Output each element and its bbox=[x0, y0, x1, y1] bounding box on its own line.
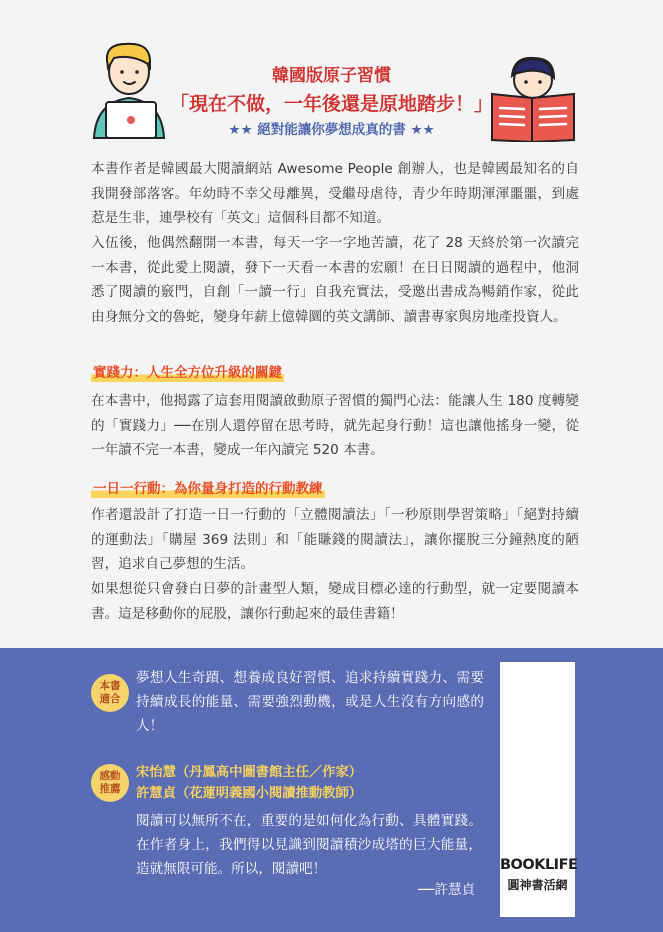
recommend-badge: 感動 推薦 bbox=[91, 764, 129, 802]
subheading-practice: 實踐力：人生全方位升級的關鍵 bbox=[93, 365, 282, 381]
paragraph-author-story: 入伍後，他偶然翻開一本書，每天一字一字地苦讀，花了 28 天終於第一次讀完一本書，從此愛上閱讀，發下一天看一本書的宏願！在日日閱讀的過程中，他洞悉了閱讀的竅門，自創「一讀一行」自我充實法，受邀出書成為暢銷作家，從此由身無分文的魯蛇，變身年薪上億韓圜的英文講師、讀書專家與房地產投資人。 bbox=[91, 235, 579, 325]
endorser-2: 許慧貞（花蓮明義國小閱讀推動教師） bbox=[136, 786, 363, 801]
paragraph-methods: 作者還設計了打造一日一行動的「立體閱讀法」「一秒原則學習策略」「絕對持續的運動法」「購屋 369 法則」和「能賺錢的閱讀法」，讓你擺脫三分鐘熱度的陋習，追求自己夢想的生活。 bbox=[91, 507, 579, 572]
subheading-daily-action: 一日一行動：為你量身打造的行動教練 bbox=[93, 481, 323, 497]
paragraph-practice: 在本書中，他揭露了這套用閱讀啟動原子習慣的獨門心法：能讓人生 180 度轉變的「實踐力」──在別人還停留在思考時，就先起身行動！這也讓他搖身一變，從一年讀不完一本書，變成一年內讀完 520 本書。 bbox=[91, 393, 579, 458]
endorser-1: 宋怡慧（丹鳳高中圖書館主任／作家） bbox=[136, 765, 363, 780]
header-tagline: ★★ 絕對能讓你夢想成真的書 ★★ bbox=[228, 122, 435, 138]
paragraph-author-intro: 本書作者是韓國最大閱讀網站 Awesome People 創辦人，也是韓國最知名的自我開發部落客。年幼時不幸父母離異，受繼母虐待，青少年時期渾渾噩噩，到處惹是生非，連學校有「英文」這個科目都不知道。 bbox=[91, 161, 579, 226]
header-quote: 「現在不做，一年後還是原地踏步！」 bbox=[169, 93, 493, 115]
publisher-name: 圓神書活網 bbox=[507, 878, 568, 892]
paragraph-conclusion: 如果想從只會發白日夢的計畫型人類，變成目標必達的行動型，就一定要閱讀本書。這是移動你的屁股，讓你行動起來的最佳書籍！ bbox=[91, 581, 579, 622]
endorsement-signature: ──許慧貞 bbox=[418, 882, 476, 898]
booklife-logo: BOOKLIFE bbox=[500, 857, 578, 873]
endorsement-quote: 閱讀可以無所不在，重要的是如何化為行動、具體實踐。在作者身上，我們得以見識到閱讀積沙成塔的巨大能量，造就無限可能。所以，閱讀吧！ bbox=[136, 813, 482, 877]
suitable-readers-text: 夢想人生奇蹟、想養成良好習慣、追求持續實踐力、需要持續成長的能量、需要強烈動機，或是人生沒有方向感的人！ bbox=[136, 670, 484, 734]
header-title: 韓國版原子習慣 bbox=[272, 66, 391, 86]
suitable-badge: 本書 適合 bbox=[91, 674, 129, 712]
publisher-box bbox=[500, 662, 578, 917]
